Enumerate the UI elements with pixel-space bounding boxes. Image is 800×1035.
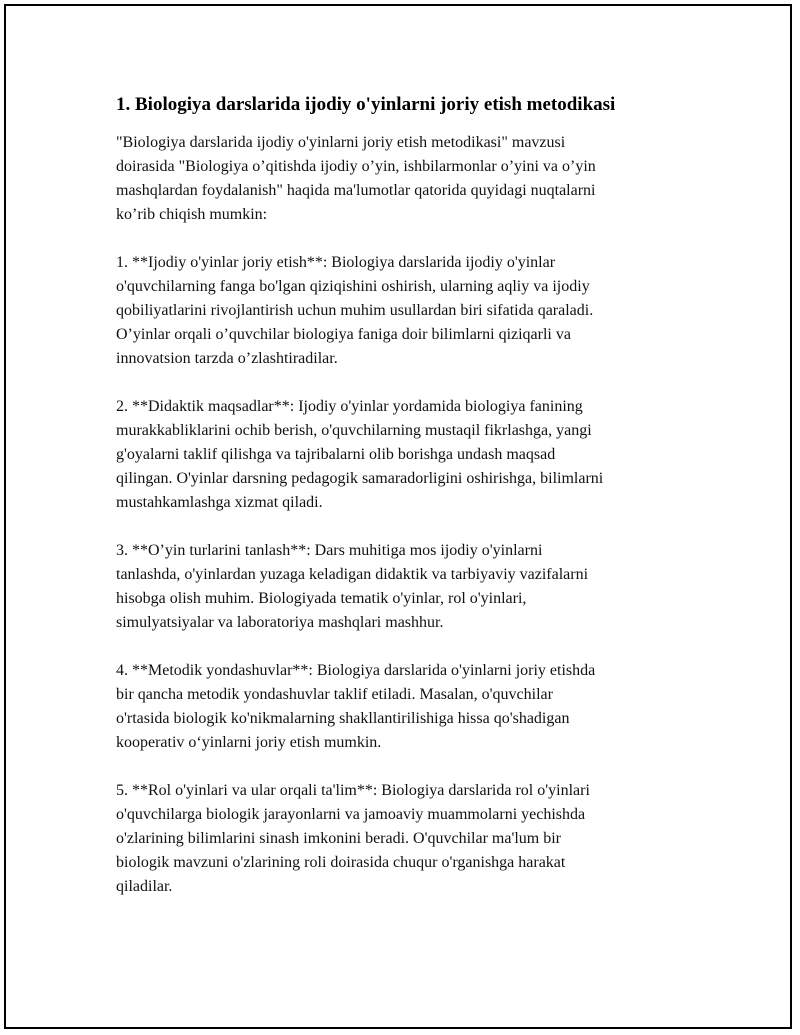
text-line: mashqlardan foydalanish" haqida ma'lumotlar qatorida quyidagi nuqtalarni [116,182,596,199]
paragraph-item-5 [116,779,686,899]
text-line: "Biologiya darslarida ijodiy o'yinlarni joriy etish metodikasi" mavzusi [116,134,566,151]
text-line: 2. **Didaktik maqsadlar**: Ijodiy o'yinlar yordamida biologiya fanining [116,398,583,415]
text-line: biologik mavzuni o'zlarining roli doirasida chuqur o'rganishga harakat [116,854,566,871]
paragraph-item-3 [116,539,686,635]
text-line: doirasida "Biologiya o’qitishda ijodiy o’yin, ishbilarmonlar o’yini va o’yin [116,158,596,175]
paragraph-intro [116,131,686,227]
text-line: 4. **Metodik yondashuvlar**: Biologiya darslarida o'yinlarni joriy etishda [116,662,596,679]
text-line: simulyatsiyalar va laboratoriya mashqlari mashhur. [116,614,444,631]
document-body [116,92,686,923]
text-line: g'oyalarni taklif qilishga va tajribalarni olib borishga undash maqsad [116,446,556,463]
text-line: o'zlarining bilimlarini sinash imkonini beradi. O'quvchilar ma'lum bir [116,830,562,847]
text-line: ko’rib chiqish mumkin: [116,206,268,223]
text-line: O’yinlar orqali o’quvchilar biologiya faniga doir bilimlarni qiziqarli va [116,326,571,343]
text-line: qobiliyatlarini rivojlantirish uchun muhim usullardan biri sifatida qaraladi. [116,302,594,319]
text-line: o'quvchilarning fanga bo'lgan qiziqishini oshirish, ularning aqliy va ijodiy [116,278,590,295]
text-line: 3. **O’yin turlarini tanlash**: Dars muhitiga mos ijodiy o'yinlarni [116,542,543,559]
paragraph-item-4 [116,659,686,755]
text-line: kooperativ o‘yinlarni joriy etish mumkin. [116,734,382,751]
text-line: qiladilar. [116,878,173,895]
text-line: qilingan. O'yinlar darsning pedagogik samaradorligini oshirishga, bilimlarni [116,470,604,487]
text-line: innovatsion tarzda o’zlashtiradilar. [116,350,338,367]
text-line: o'quvchilarga biologik jarayonlarni va jamoaviy muammolarni yechishda [116,806,586,823]
paragraph-item-1 [116,251,686,371]
text-line: bir qancha metodik yondashuvlar taklif etiladi. Masalan, o'quvchilar [116,686,553,703]
text-line: tanlashda, o'yinlardan yuzaga keladigan didaktik va tarbiyaviy vazifalarni [116,566,589,583]
text-line: 5. **Rol o'yinlari va ular orqali ta'lim**: Biologiya darslarida rol o'yinlari [116,782,590,799]
text-line: murakkabliklarini ochib berish, o'quvchilarning mustaqil fikrlashga, yangi [116,422,592,439]
text-line: hisobga olish muhim. Biologiyada tematik o'yinlar, rol o'yinlari, [116,590,527,607]
text-line: 1. **Ijodiy o'yinlar joriy etish**: Biologiya darslarida ijodiy o'yinlar [116,254,556,271]
document-title: 1. Biologiya darslarida ijodiy o'yinlarni joriy etish metodikasi [116,94,616,115]
paragraph-item-2 [116,395,686,515]
text-line: o'rtasida biologik ko'nikmalarning shakllantirilishiga hissa qo'shadigan [116,710,570,727]
text-line: mustahkamlashga xizmat qiladi. [116,494,323,511]
